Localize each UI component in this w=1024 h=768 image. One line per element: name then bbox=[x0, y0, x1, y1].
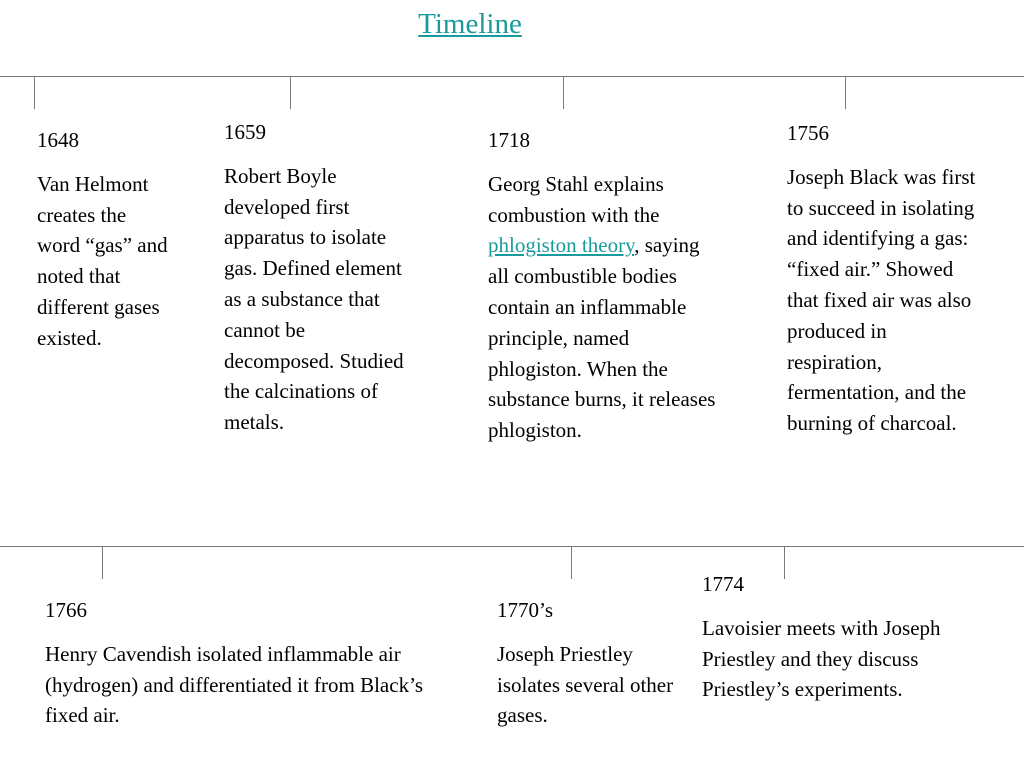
bottom-timeline-line bbox=[0, 546, 1024, 547]
event-1756 bbox=[787, 118, 977, 439]
event-text: Lavoisier meets with Joseph Priestley and they discuss Priestley’s experiments. bbox=[702, 615, 941, 702]
event-text-part: , saying all combustible bodies contain an inflammable principle, named phlogiston. When the substance burns, it releases phlogiston. bbox=[488, 233, 716, 443]
event-text: Henry Cavendish isolated inflammable air (hydrogen) and differentiated it from Black’s fixed air. bbox=[45, 641, 424, 728]
event-1648 bbox=[37, 125, 172, 354]
tick-1770s bbox=[571, 546, 572, 579]
tick-1766 bbox=[102, 546, 103, 579]
timeline-title-link[interactable]: Timeline bbox=[418, 8, 522, 40]
event-1770s bbox=[497, 595, 677, 731]
phlogiston-theory-link[interactable]: phlogiston theory bbox=[488, 233, 635, 258]
event-year: 1766 bbox=[45, 598, 87, 622]
tick-1718 bbox=[563, 76, 564, 109]
event-year: 1718 bbox=[488, 128, 530, 152]
event-text-part: Georg Stahl explains combustion with the bbox=[488, 171, 664, 227]
tick-1756 bbox=[845, 76, 846, 109]
event-1659 bbox=[224, 117, 404, 438]
event-text: Joseph Priestley isolates several other gases. bbox=[497, 641, 674, 728]
tick-1648 bbox=[34, 76, 35, 109]
tick-1659 bbox=[290, 76, 291, 109]
event-text: Robert Boyle developed first apparatus to isolate gas. Defined element as a substance that cannot be decomposed. Studied the calcinations of metals. bbox=[224, 163, 404, 435]
event-year: 1756 bbox=[787, 121, 829, 145]
top-timeline-line bbox=[0, 76, 1024, 77]
event-1774 bbox=[702, 569, 977, 705]
event-year: 1648 bbox=[37, 128, 79, 152]
event-year: 1770’s bbox=[497, 598, 554, 622]
event-year: 1659 bbox=[224, 120, 266, 144]
event-text: Joseph Black was first to succeed in isolating and identifying a gas: “fixed air.” Showed that fixed air was also produced in respiration, fermentation, and the burning of charcoal. bbox=[787, 164, 976, 436]
event-text: Van Helmont creates the word “gas” and noted that different gases existed. bbox=[37, 171, 168, 350]
event-year: 1774 bbox=[702, 572, 744, 596]
event-1718 bbox=[488, 125, 723, 446]
event-text bbox=[488, 169, 723, 446]
event-1766 bbox=[45, 595, 465, 731]
